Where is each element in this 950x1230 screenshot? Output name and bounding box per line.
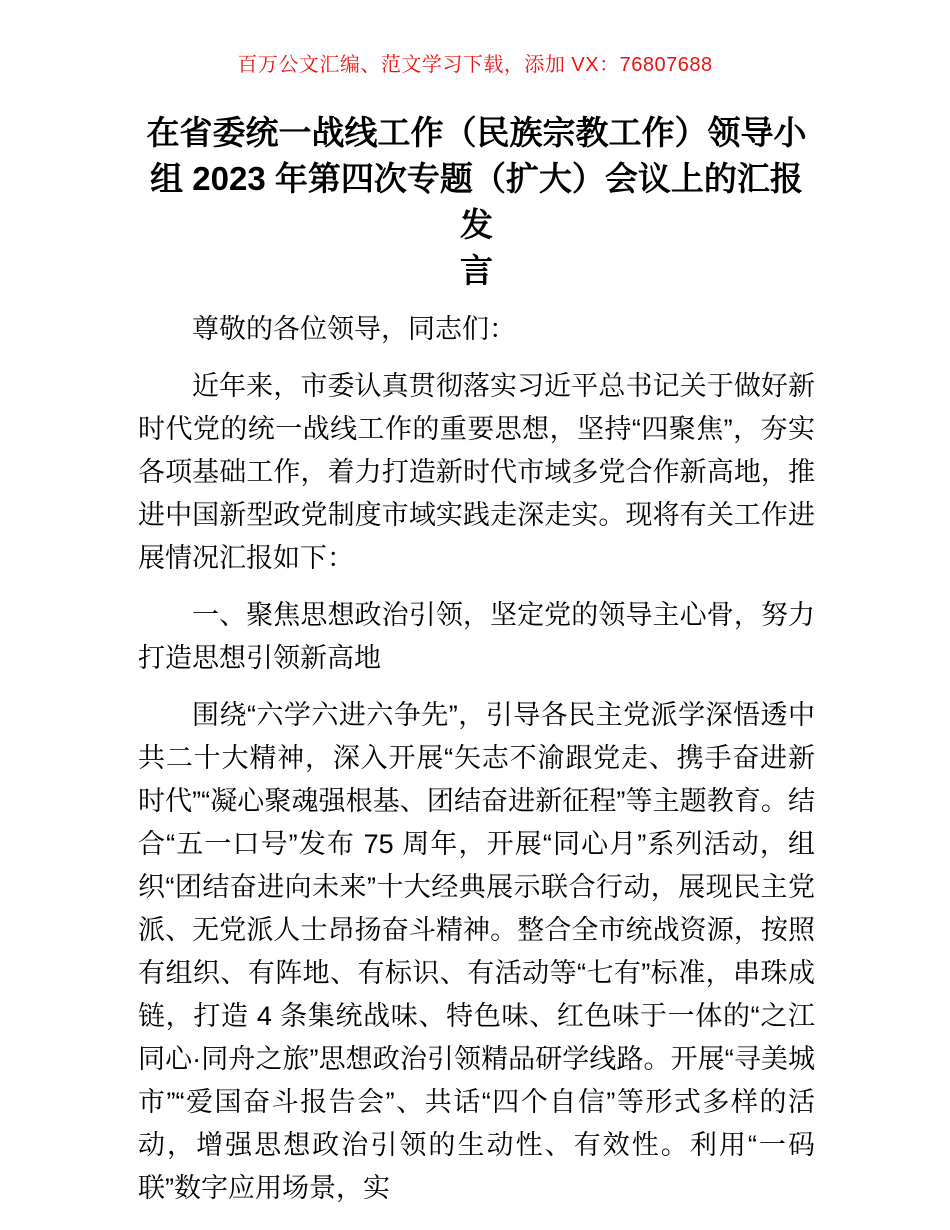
intro-paragraph: 近年来，市委认真贯彻落实习近平总书记关于做好新时代党的统一战线工作的重要思想，坚持“四聚焦”，夯实各项基础工作，着力打造新时代市域多党合作新高地，推进中国新型政党制度市域实践走深走实。现将有关工作进展情况汇报如下： (138, 371, 815, 573)
watermark-header: 百万公文汇编、范文学习下载，添加 VX：76807688 (237, 54, 713, 76)
document-title-line-3: 言 (460, 252, 493, 289)
document-title (138, 110, 815, 294)
section-1-body-paragraph: 围绕“六学六进六争先”，引导各民主党派学深悟透中共二十大精神，深入开展“矢志不渝跟党走、携手奋进新时代”“凝心聚魂强根基、团结奋进新征程”等主题教育。结合“五一口号”发布 75 周年，开展“同心月”系列活动，组织“团结奋进向未来”十大经典展示联合行动，展现民主党派、无党派人士昂扬奋斗精神。整合全市统战资源，按照有组织、有阵地、有标识、有活动等“七有”标准，串珠成链，打造 4 条集统战味、特色味、红色味于一体的“之江同心·同舟之旅”思想政治引领精品研学线路。开展“寻美城市”“爱国奋斗报告会”、共话“四个自信”等形式多样的活动，增强思想政治引领的生动性、有效性。利用“一码联”数字应用场景，实 (138, 700, 815, 1203)
document-title-line-2: 组 2023 年第四次专题（扩大）会议上的汇报发 (150, 160, 803, 243)
document-body (138, 308, 815, 1210)
section-1-heading: 一、聚焦思想政治引领，坚定党的领导主心骨，努力打造思想引领新高地 (138, 600, 815, 673)
salutation-paragraph: 尊敬的各位领导，同志们： (192, 314, 516, 344)
document-title-line-1: 在省委统一战线工作（民族宗教工作）领导小 (146, 114, 807, 151)
